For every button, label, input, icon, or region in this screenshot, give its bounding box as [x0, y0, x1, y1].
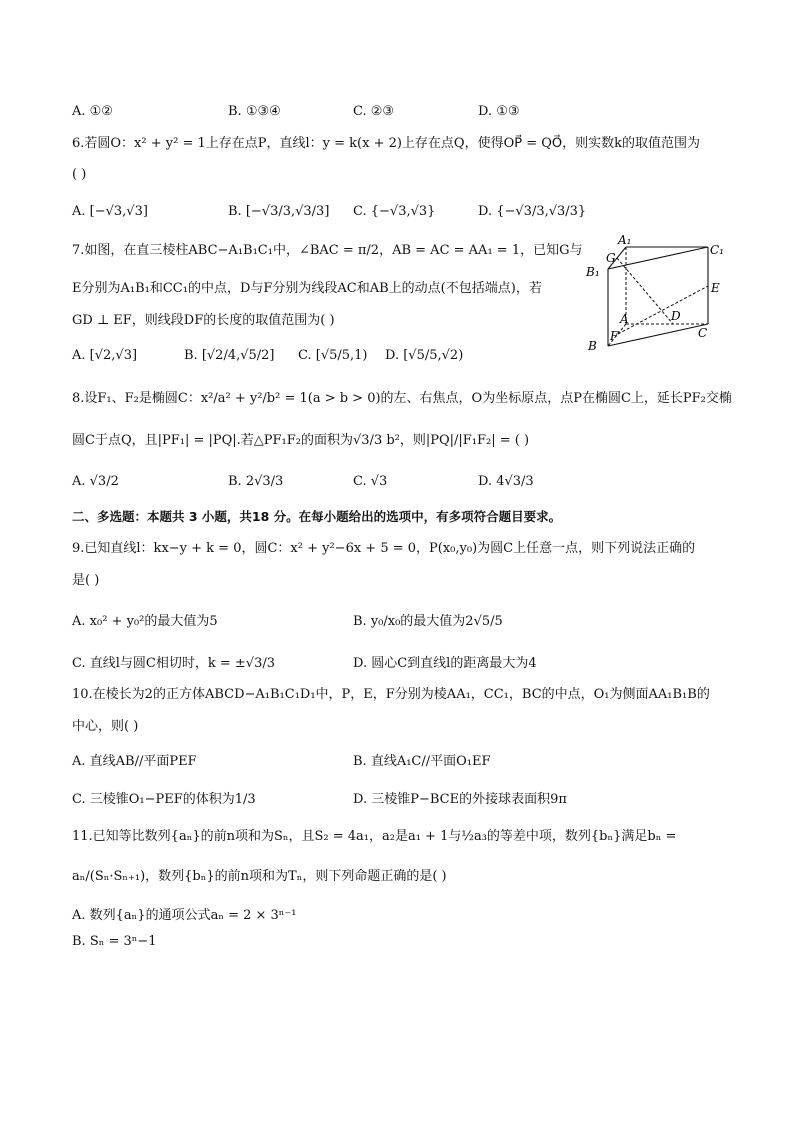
label-c1: C₁ — [710, 243, 724, 257]
prism-figure — [580, 234, 730, 364]
q10-stem-line1: 10.在棱长为2的正方体ABCD−A₁B₁C₁D₁中，P，E，F分别为棱AA₁，CC₁，BC的中点，O₁为侧面AA₁B₁B的 — [72, 687, 710, 702]
q7-option-d: D. [√5/5,√2) — [385, 348, 464, 363]
q9-option-b: B. y₀/x₀的最大值为2√5/5 — [353, 614, 503, 629]
q8-option-d: D. 4√3/3 — [478, 474, 534, 489]
q7-stem-line2: E分别为A₁B₁和CC₁的中点，D与F分别为线段AC和AB上的动点(不包括端点)，若 — [72, 281, 542, 296]
q10-option-a: A. 直线AB//平面PEF — [72, 754, 197, 769]
q6-option-c: C. {−√3,√3} — [353, 204, 436, 219]
label-d: D — [671, 309, 681, 323]
q10-option-c: C. 三棱锥O₁−PEF的体积为1/3 — [72, 792, 256, 807]
q6-stem-line2: ( ) — [72, 167, 87, 182]
q9-stem-line1: 9.已知直线l：kx−y + k = 0，圆C：x² + y²−6x + 5 = 0，P(x₀,y₀)为圆C上任意一点，则下列说法正确的 — [72, 541, 696, 556]
q11-stem-line2: aₙ/(Sₙ·Sₙ₊₁)，数列{bₙ}的前n项和为Tₙ，则下列命题正确的是( ) — [72, 869, 447, 884]
label-g: G — [606, 251, 616, 265]
q8-option-c: C. √3 — [353, 474, 388, 489]
q11-option-b: B. Sₙ = 3ⁿ−1 — [72, 934, 157, 949]
q7-option-c: C. [√5/5,1) — [298, 348, 368, 363]
label-a1: A₁ — [618, 234, 632, 247]
q11-option-a: A. 数列{aₙ}的通项公式aₙ = 2 × 3ⁿ⁻¹ — [72, 908, 297, 923]
q10-option-b: B. 直线A₁C//平面O₁EF — [353, 754, 491, 769]
q7-stem-line1: 7.如图，在直三棱柱ABC−A₁B₁C₁中，∠BAC = π/2，AB = AC = AA₁ = 1，已知G与 — [72, 243, 583, 258]
label-e: E — [711, 281, 720, 295]
label-f: F — [610, 329, 619, 343]
label-b1: B₁ — [586, 265, 600, 279]
q5-option-c: C. ②③ — [353, 104, 395, 119]
q8-option-a: A. √3/2 — [72, 474, 119, 489]
q10-option-d: D. 三棱锥P−BCE的外接球表面积9π — [353, 792, 567, 807]
q7-option-a: A. [√2,√3] — [72, 348, 138, 363]
q7-option-b: B. [√2/4,√5/2] — [184, 348, 275, 363]
q5-option-a: A. ①② — [72, 104, 113, 119]
label-c: C — [698, 326, 708, 340]
q5-option-d: D. ①③ — [478, 104, 520, 119]
q7-stem-line3: GD ⊥ EF，则线段DF的长度的取值范围为( ) — [72, 313, 335, 328]
q11-stem-line1: 11.已知等比数列{aₙ}的前n项和为Sₙ，且S₂ = 4a₁，a₂是a₁ + 1与½a₃的等差中项，数列{bₙ}满足bₙ = — [72, 829, 677, 844]
q9-stem-line2: 是( ) — [72, 573, 100, 588]
q10-stem-line2: 中心，则( ) — [72, 719, 139, 734]
q9-option-a: A. x₀² + y₀²的最大值为5 — [72, 614, 218, 629]
label-b: B — [588, 339, 597, 353]
q8-option-b: B. 2√3/3 — [228, 474, 284, 489]
q8-stem-line2: 圆C于点Q，且|PF₁| = |PQ|.若△PF₁F₂的面积为√3/3 b²，则|PQ|/|F₁F₂| = ( ) — [72, 433, 530, 448]
q9-option-c: C. 直线l与圆C相切时，k = ±√3/3 — [72, 656, 275, 671]
label-a: A — [620, 312, 629, 326]
q5-option-b: B. ①③④ — [228, 104, 281, 119]
q6-option-a: A. [−√3,√3] — [72, 204, 148, 219]
q6-option-b: B. [−√3/3,√3/3] — [228, 204, 330, 219]
q8-stem-line1: 8.设F₁、F₂是椭圆C：x²/a² + y²/b² = 1(a > b > 0)的左、右焦点，O为坐标原点，点P在椭圆C上，延长PF₂交椭 — [72, 391, 732, 406]
q6-option-d: D. {−√3/3,√3/3} — [478, 204, 587, 219]
section-2-heading: 二、多选题：本题共 3 小题，共18 分。在每小题给出的选项中，有多项符合题目要求。 — [72, 509, 562, 524]
q6-stem-line1: 6.若圆O：x² + y² = 1上存在点P，直线l：y = k(x + 2)上存在点Q，使得OP⃗ = QO⃗，则实数k的取值范围为 — [72, 136, 701, 151]
q9-option-d: D. 圆心C到直线l的距离最大为4 — [353, 656, 537, 671]
